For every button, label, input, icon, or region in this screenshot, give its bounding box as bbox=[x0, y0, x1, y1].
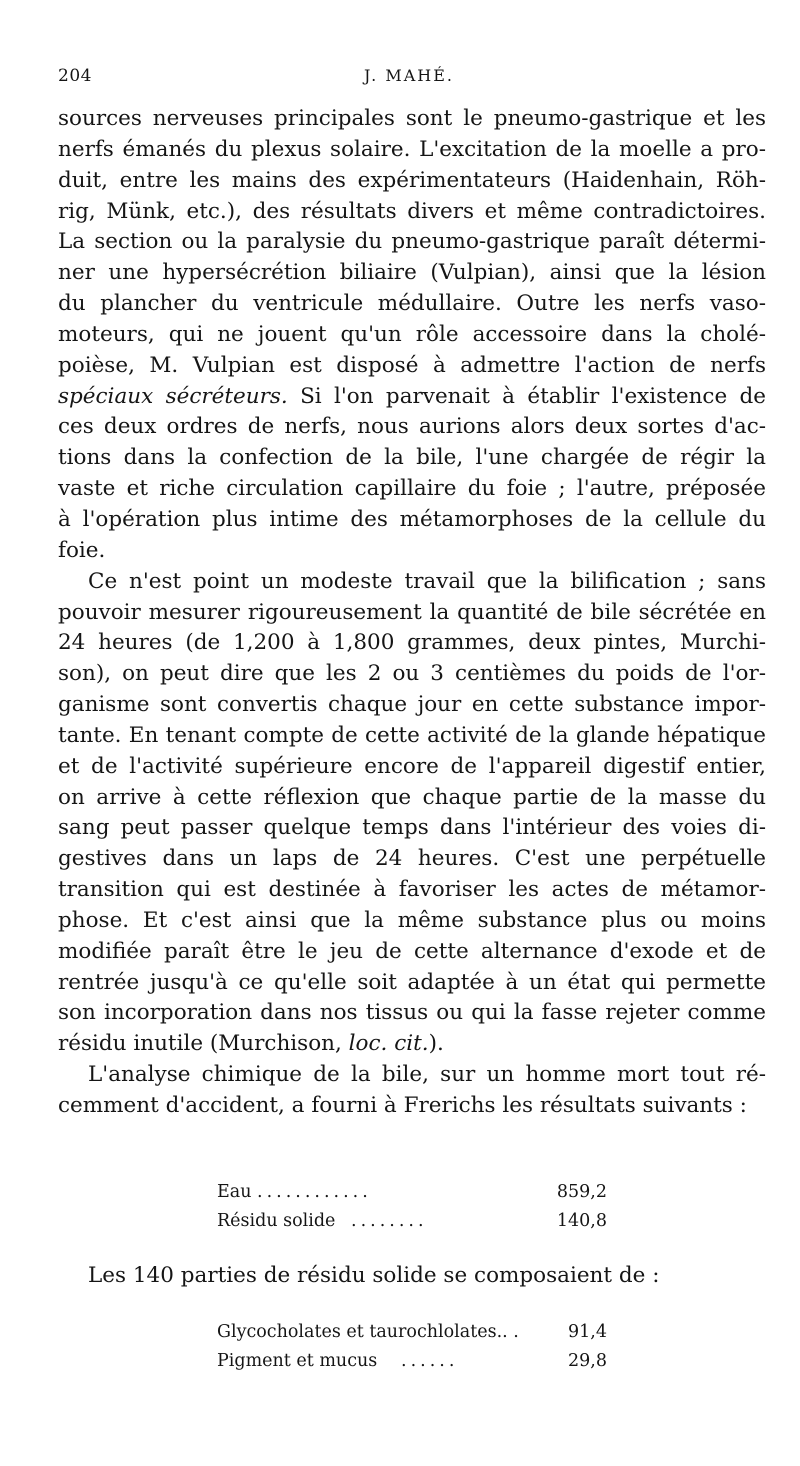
table-label: Résidu solide bbox=[217, 1211, 336, 1231]
table-label: Pigment et mucus bbox=[217, 1351, 378, 1371]
text-fragment: résidu inutile (Murchison, bbox=[58, 1031, 349, 1057]
text-line bbox=[58, 382, 766, 413]
text-line: L'analyse chimique de la bile, sur un homme mort tout ré- bbox=[88, 1062, 766, 1088]
text-fragment: Si l'on parvenait à établir l'existence de bbox=[287, 383, 767, 409]
text-line: sources nerveuses principales sont le pneumo-gastrique et les bbox=[58, 106, 766, 131]
table-row bbox=[217, 1182, 607, 1211]
text-line: ner une hypersécrétion biliaire (Vulpian), ainsi que la lésion bbox=[58, 260, 766, 286]
text-line: gestives dans un laps de 24 heures. C'est une perpétuelle bbox=[58, 846, 766, 872]
table-label: Glycocholates et taurochlolates.. . bbox=[217, 1322, 519, 1342]
text-line: Ce n'est point un modeste travail que la bilification ; sans bbox=[88, 568, 766, 594]
text-line: foie. bbox=[58, 537, 106, 563]
text-line: 24 heures (de 1,200 à 1,800 grammes, deux pintes, Murchi- bbox=[58, 630, 766, 656]
page-header bbox=[58, 66, 758, 96]
running-head: J. MAHÉ. bbox=[364, 66, 454, 85]
text-line: cemment d'accident, a fourni à Frerichs les résultats suivants : bbox=[58, 1093, 747, 1118]
table-value: 91,4 bbox=[568, 1322, 607, 1342]
text-line: son incorporation dans nos tissus ou qui la fasse rejeter comme bbox=[58, 1000, 766, 1026]
table-value: 29,8 bbox=[568, 1351, 607, 1371]
text-line: poièse, M. Vulpian est disposé à admettre l'action de nerfs bbox=[58, 352, 766, 378]
italic-phrase: spéciaux sécréteurs. bbox=[58, 383, 288, 409]
text-line: pouvoir mesurer rigoureusement la quantité de bile sécrétée en bbox=[58, 599, 766, 625]
text-line: vaste et riche circulation capillaire du foie ; l'autre, préposée bbox=[58, 476, 766, 502]
text-line: duit, entre les mains des expérimentateurs (Haidenhain, Röh- bbox=[58, 167, 766, 193]
text-line: nerfs émanés du plexus solaire. L'excitation de la moelle a pro- bbox=[58, 136, 766, 162]
text-fragment: ). bbox=[428, 1031, 444, 1057]
text-line: moteurs, qui ne jouent qu'un rôle accessoire dans la cholé- bbox=[58, 321, 766, 347]
table-value: 859,2 bbox=[556, 1182, 607, 1202]
table-row bbox=[217, 1351, 607, 1380]
text-line: rig, Münk, etc.), des résultats divers et même contradictoires. bbox=[58, 198, 766, 224]
text-line: La section ou la paralysie du pneumo-gastrique paraît détermi- bbox=[58, 229, 766, 255]
composition-table-1 bbox=[217, 1182, 607, 1240]
table-row bbox=[217, 1211, 607, 1240]
leader-dots: ...... bbox=[401, 1351, 459, 1371]
text-line bbox=[58, 1029, 766, 1060]
table-value: 140,8 bbox=[556, 1211, 607, 1231]
text-line: phose. Et c'est ainsi que la même substance plus ou moins bbox=[58, 907, 766, 933]
composition-table-2 bbox=[217, 1322, 607, 1380]
table-row bbox=[217, 1322, 607, 1351]
text-line: transition qui est destinée à favoriser les actes de métamor- bbox=[58, 877, 766, 903]
text-line: sang peut passer quelque temps dans l'intérieur des voies di- bbox=[58, 815, 766, 841]
text-line: à l'opération plus intime des métamorphoses de la cellule du bbox=[58, 506, 766, 532]
body-text bbox=[58, 104, 766, 1122]
table-label: Eau bbox=[217, 1182, 252, 1202]
leader-dots: ............ bbox=[257, 1182, 372, 1202]
text-line: ganisme sont convertis chaque jour en cette substance impor- bbox=[58, 692, 766, 718]
text-line: ces deux ordres de nerfs, nous aurions alors deux sortes d'ac- bbox=[58, 414, 766, 440]
table-intro: Les 140 parties de résidu solide se composaient de : bbox=[88, 1263, 660, 1288]
text-line: tions dans la confection de la bile, l'une chargée de régir la bbox=[58, 445, 766, 471]
text-line: du plancher du ventricule médullaire. Outre les nerfs vaso- bbox=[58, 291, 766, 317]
italic-phrase: loc. cit. bbox=[348, 1031, 429, 1057]
text-line: on arrive à cette réflexion que chaque partie de la masse du bbox=[58, 784, 766, 810]
text-line: son), on peut dire que les 2 ou 3 centièmes du poids de l'or- bbox=[58, 661, 766, 687]
text-line: tante. En tenant compte de cette activité de la glande hépatique bbox=[58, 722, 766, 748]
text-line: rentrée jusqu'à ce qu'elle soit adaptée à un état qui permette bbox=[58, 969, 766, 995]
text-line: modifiée paraît être le jeu de cette alternance d'exode et de bbox=[58, 938, 766, 964]
leader-dots: ........ bbox=[351, 1211, 428, 1231]
page-number: 204 bbox=[58, 66, 92, 86]
text-line: et de l'activité supérieure encore de l'appareil digestif entier, bbox=[58, 753, 766, 779]
